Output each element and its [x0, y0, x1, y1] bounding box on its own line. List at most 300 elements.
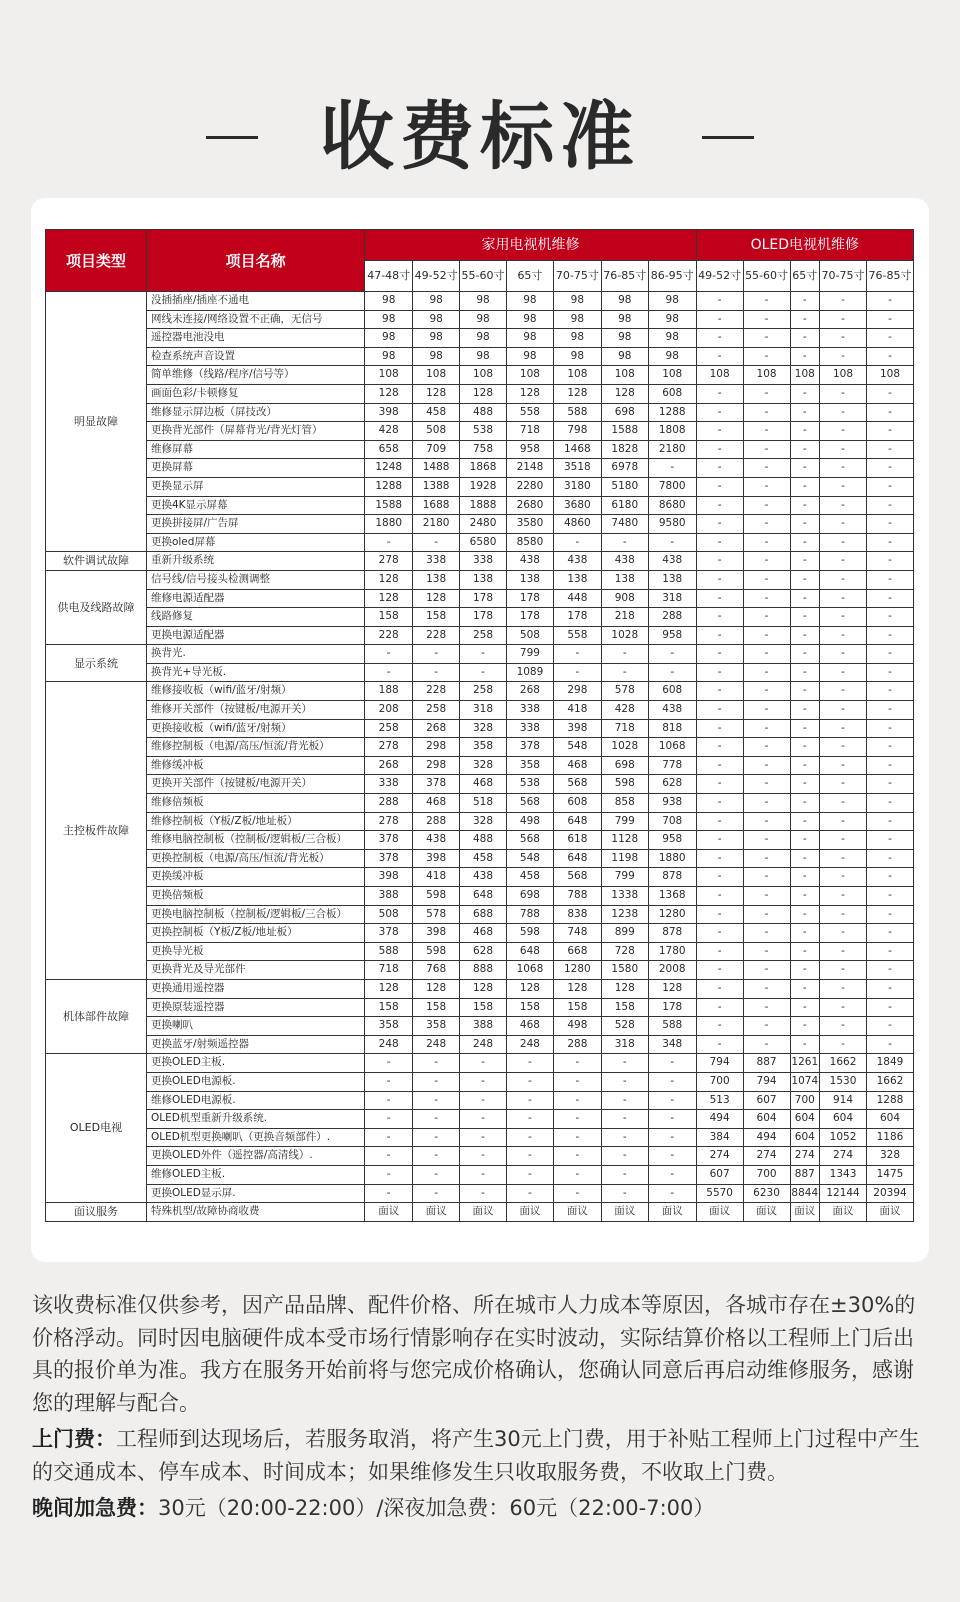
- price-cell: 258: [365, 719, 413, 738]
- price-cell: 228: [413, 682, 460, 701]
- price-cell: 513: [696, 1091, 743, 1110]
- price-cell: -: [743, 477, 790, 496]
- table-row: [46, 496, 914, 515]
- price-cell: -: [820, 849, 867, 868]
- price-cell: -: [866, 701, 913, 720]
- price-cell: -: [866, 719, 913, 738]
- price-cell: -: [866, 347, 913, 366]
- price-cell: 8844: [790, 1184, 820, 1203]
- price-cell: 899: [601, 924, 648, 943]
- price-cell: -: [648, 1128, 696, 1147]
- price-cell: 1128: [601, 831, 648, 850]
- price-cell: -: [696, 292, 743, 311]
- price-cell: 258: [460, 626, 507, 645]
- price-cell: 98: [365, 292, 413, 311]
- price-cell: -: [790, 533, 820, 552]
- price-cell: 1780: [648, 942, 696, 961]
- price-cell: -: [413, 1184, 460, 1203]
- price-cell: -: [460, 1147, 507, 1166]
- price-cell: 98: [506, 347, 553, 366]
- price-cell: -: [743, 459, 790, 478]
- price-cell: 1888: [460, 496, 507, 515]
- night-fee-text: 30元（20:00-22:00）/深夜加急费：60元（22:00-7:00）: [158, 1496, 715, 1520]
- table-row: [46, 1184, 914, 1203]
- price-cell: -: [866, 831, 913, 850]
- price-cell: 面议: [820, 1203, 867, 1222]
- price-cell: -: [696, 589, 743, 608]
- price-cell: -: [601, 645, 648, 664]
- price-cell: 778: [648, 756, 696, 775]
- price-cell: -: [790, 570, 820, 589]
- price-cell: -: [743, 384, 790, 403]
- price-cell: 1488: [413, 459, 460, 478]
- price-cell: -: [696, 738, 743, 757]
- price-cell: -: [866, 756, 913, 775]
- price-cell: -: [866, 979, 913, 998]
- price-cell: -: [866, 1017, 913, 1036]
- price-cell: 98: [460, 347, 507, 366]
- visit-fee-note: [32, 1423, 932, 1488]
- price-cell: 698: [506, 887, 553, 906]
- price-cell: 598: [601, 775, 648, 794]
- price-cell: -: [743, 403, 790, 422]
- price-cell: 648: [553, 812, 601, 831]
- price-cell: -: [743, 775, 790, 794]
- category-cell: 显示系统: [46, 645, 147, 682]
- price-cell: 608: [648, 682, 696, 701]
- price-cell: 378: [365, 924, 413, 943]
- price-cell: 98: [506, 292, 553, 311]
- price-table-card: [31, 198, 929, 1262]
- price-cell: 348: [648, 1035, 696, 1054]
- price-cell: 558: [506, 403, 553, 422]
- table-row: [46, 533, 914, 552]
- price-cell: -: [820, 887, 867, 906]
- price-cell: 1588: [601, 422, 648, 441]
- item-name-cell: 更换显示屏: [146, 477, 364, 496]
- price-cell: -: [696, 552, 743, 571]
- price-cell: 274: [696, 1147, 743, 1166]
- price-cell: 328: [460, 719, 507, 738]
- price-cell: -: [696, 812, 743, 831]
- price-cell: -: [820, 831, 867, 850]
- price-cell: 378: [413, 775, 460, 794]
- price-cell: -: [743, 794, 790, 813]
- price-cell: 2180: [648, 440, 696, 459]
- price-cell: 98: [413, 292, 460, 311]
- price-cell: -: [460, 1072, 507, 1091]
- price-cell: -: [866, 961, 913, 980]
- price-cell: -: [648, 533, 696, 552]
- price-cell: -: [820, 682, 867, 701]
- price-cell: 728: [601, 942, 648, 961]
- price-cell: 218: [601, 608, 648, 627]
- price-cell: -: [790, 459, 820, 478]
- table-row: [46, 1203, 914, 1222]
- item-name-cell: 更换喇叭: [146, 1017, 364, 1036]
- price-cell: -: [866, 329, 913, 348]
- price-cell: -: [866, 887, 913, 906]
- item-name-cell: 维修OLED电源板.: [146, 1091, 364, 1110]
- price-cell: 448: [553, 589, 601, 608]
- price-cell: 2480: [460, 515, 507, 534]
- price-cell: -: [601, 1091, 648, 1110]
- table-row: [46, 961, 914, 980]
- price-cell: 2280: [506, 477, 553, 496]
- price-cell: 548: [553, 738, 601, 757]
- price-cell: -: [696, 663, 743, 682]
- price-cell: 528: [601, 1017, 648, 1036]
- price-cell: 438: [460, 868, 507, 887]
- item-name-cell: 更换屏幕: [146, 459, 364, 478]
- price-cell: 128: [553, 979, 601, 998]
- price-cell: 98: [601, 347, 648, 366]
- price-cell: -: [696, 1017, 743, 1036]
- price-cell: 面议: [790, 1203, 820, 1222]
- price-cell: 1530: [820, 1072, 867, 1091]
- price-cell: -: [413, 663, 460, 682]
- price-cell: 1849: [866, 1054, 913, 1073]
- item-name-cell: 维修电脑控制板（控制板/逻辑板/三合板）: [146, 831, 364, 850]
- price-cell: 178: [506, 608, 553, 627]
- price-cell: 278: [365, 738, 413, 757]
- price-cell: 748: [553, 924, 601, 943]
- price-cell: -: [743, 719, 790, 738]
- price-cell: 188: [365, 682, 413, 701]
- price-cell: 108: [648, 366, 696, 385]
- price-cell: -: [365, 663, 413, 682]
- price-cell: 1238: [601, 905, 648, 924]
- item-name-cell: 更换OLED显示屏.: [146, 1184, 364, 1203]
- price-cell: 508: [413, 422, 460, 441]
- price-cell: 3580: [506, 515, 553, 534]
- night-fee-label: 晚间加急费：: [32, 1496, 158, 1520]
- price-cell: 108: [460, 366, 507, 385]
- price-cell: 9580: [648, 515, 696, 534]
- price-cell: -: [413, 1072, 460, 1091]
- price-cell: 158: [365, 608, 413, 627]
- table-row: [46, 1072, 914, 1091]
- price-cell: -: [866, 570, 913, 589]
- price-cell: 1288: [648, 403, 696, 422]
- price-cell: 438: [601, 552, 648, 571]
- price-cell: 98: [460, 329, 507, 348]
- price-cell: 428: [365, 422, 413, 441]
- price-cell: 588: [648, 1017, 696, 1036]
- price-cell: 548: [506, 849, 553, 868]
- price-cell: 398: [365, 868, 413, 887]
- table-row: [46, 422, 914, 441]
- price-cell: -: [743, 887, 790, 906]
- home-size-header: 70-75寸: [553, 261, 601, 292]
- price-cell: -: [648, 1184, 696, 1203]
- price-cell: 98: [553, 310, 601, 329]
- price-cell: 98: [553, 347, 601, 366]
- item-name-cell: 更换背光部件（屏幕背光/背光灯管）: [146, 422, 364, 441]
- price-cell: -: [365, 1165, 413, 1184]
- notes-section: [32, 1289, 932, 1529]
- table-row: [46, 645, 914, 664]
- item-name-cell: 更换接收板（wifi/蓝牙/射频）: [146, 719, 364, 738]
- visit-fee-label: 上门费：: [32, 1427, 116, 1451]
- price-cell: 958: [648, 831, 696, 850]
- price-cell: -: [553, 645, 601, 664]
- price-cell: 914: [820, 1091, 867, 1110]
- price-cell: 468: [460, 924, 507, 943]
- price-cell: 658: [365, 440, 413, 459]
- price-cell: 508: [506, 626, 553, 645]
- price-cell: 3680: [553, 496, 601, 515]
- price-cell: -: [820, 515, 867, 534]
- price-cell: -: [790, 868, 820, 887]
- price-cell: -: [601, 533, 648, 552]
- price-cell: -: [601, 1165, 648, 1184]
- group-home-header: 家用电视机维修: [365, 230, 696, 261]
- price-cell: -: [820, 626, 867, 645]
- price-cell: 208: [365, 701, 413, 720]
- price-cell: 1880: [648, 849, 696, 868]
- price-cell: 604: [790, 1128, 820, 1147]
- price-cell: 128: [460, 979, 507, 998]
- price-cell: 1828: [601, 440, 648, 459]
- price-cell: 758: [460, 440, 507, 459]
- price-cell: 98: [648, 310, 696, 329]
- price-cell: -: [866, 794, 913, 813]
- price-cell: 1068: [506, 961, 553, 980]
- price-cell: -: [820, 310, 867, 329]
- item-name-cell: 遥控器电池没电: [146, 329, 364, 348]
- price-cell: -: [866, 645, 913, 664]
- price-cell: 108: [743, 366, 790, 385]
- price-cell: -: [743, 626, 790, 645]
- table-row: [46, 570, 914, 589]
- price-cell: 138: [506, 570, 553, 589]
- price-cell: 648: [460, 887, 507, 906]
- price-cell: 578: [413, 905, 460, 924]
- price-cell: -: [820, 552, 867, 571]
- item-name-cell: 维修OLED主板.: [146, 1165, 364, 1184]
- price-cell: 128: [413, 589, 460, 608]
- price-cell: 318: [648, 589, 696, 608]
- item-name-cell: 更换控制板（Y板/Z板/地址板）: [146, 924, 364, 943]
- table-row: [46, 756, 914, 775]
- item-name-cell: 更换开关部件（按键板/电源开关）: [146, 775, 364, 794]
- price-table-body: [46, 292, 914, 1222]
- price-cell: 878: [648, 924, 696, 943]
- price-cell: 108: [790, 366, 820, 385]
- home-size-header: 86-95寸: [648, 261, 696, 292]
- price-cell: -: [820, 589, 867, 608]
- price-cell: -: [365, 1184, 413, 1203]
- price-cell: 558: [553, 626, 601, 645]
- price-cell: 158: [553, 998, 601, 1017]
- price-cell: -: [601, 1054, 648, 1073]
- price-cell: 438: [553, 552, 601, 571]
- price-cell: 608: [648, 384, 696, 403]
- price-cell: -: [743, 1035, 790, 1054]
- price-cell: 面议: [601, 1203, 648, 1222]
- price-cell: -: [866, 477, 913, 496]
- price-cell: 508: [365, 905, 413, 924]
- price-cell: -: [820, 292, 867, 311]
- price-cell: 628: [648, 775, 696, 794]
- price-cell: 8680: [648, 496, 696, 515]
- price-cell: 698: [601, 756, 648, 775]
- price-cell: -: [866, 849, 913, 868]
- price-cell: 158: [460, 998, 507, 1017]
- price-cell: 98: [460, 310, 507, 329]
- price-cell: 648: [553, 849, 601, 868]
- category-cell: OLED电视: [46, 1054, 147, 1203]
- price-cell: -: [790, 384, 820, 403]
- price-cell: -: [460, 1091, 507, 1110]
- table-row: [46, 1110, 914, 1129]
- price-cell: 98: [601, 292, 648, 311]
- price-cell: -: [820, 794, 867, 813]
- price-cell: 98: [506, 329, 553, 348]
- price-cell: 1028: [601, 626, 648, 645]
- price-cell: -: [506, 1054, 553, 1073]
- price-cell: 1248: [365, 459, 413, 478]
- table-row: [46, 1054, 914, 1073]
- table-header-row: [46, 230, 914, 261]
- price-cell: -: [866, 868, 913, 887]
- category-cell: 软件调试故障: [46, 552, 147, 571]
- price-cell: 298: [413, 756, 460, 775]
- price-cell: 338: [365, 775, 413, 794]
- price-cell: -: [648, 1072, 696, 1091]
- price-cell: -: [820, 477, 867, 496]
- price-cell: 7480: [601, 515, 648, 534]
- price-cell: 128: [506, 384, 553, 403]
- category-cell: 机体部件故障: [46, 979, 147, 1053]
- price-cell: -: [820, 701, 867, 720]
- price-cell: -: [820, 905, 867, 924]
- col-type-header: 项目类型: [46, 230, 147, 292]
- table-row: [46, 887, 914, 906]
- price-cell: -: [743, 961, 790, 980]
- price-cell: 98: [413, 310, 460, 329]
- price-cell: 98: [413, 347, 460, 366]
- price-cell: -: [743, 552, 790, 571]
- price-cell: 1388: [413, 477, 460, 496]
- price-cell: 887: [790, 1165, 820, 1184]
- price-cell: -: [460, 1165, 507, 1184]
- price-cell: 358: [413, 1017, 460, 1036]
- price-cell: 138: [601, 570, 648, 589]
- price-cell: -: [553, 1147, 601, 1166]
- price-cell: -: [696, 998, 743, 1017]
- price-cell: 面议: [866, 1203, 913, 1222]
- price-cell: -: [820, 440, 867, 459]
- price-cell: -: [648, 1054, 696, 1073]
- price-cell: -: [866, 552, 913, 571]
- price-cell: 1280: [553, 961, 601, 980]
- price-cell: 1261: [790, 1054, 820, 1073]
- price-cell: 268: [413, 719, 460, 738]
- item-name-cell: 更换控制板（电源/高压/恒流/背光板）: [146, 849, 364, 868]
- price-cell: 258: [460, 682, 507, 701]
- price-cell: 1288: [365, 477, 413, 496]
- table-row: [46, 1091, 914, 1110]
- price-cell: -: [648, 1147, 696, 1166]
- price-cell: 794: [743, 1072, 790, 1091]
- price-cell: -: [866, 403, 913, 422]
- price-cell: -: [820, 663, 867, 682]
- item-name-cell: 维修显示屏边板（屏技改）: [146, 403, 364, 422]
- price-cell: -: [413, 1147, 460, 1166]
- item-name-cell: 维修控制板（Y板/Z板/地址板）: [146, 812, 364, 831]
- item-name-cell: 网线未连接/网络设置不正确，无信号: [146, 310, 364, 329]
- price-cell: -: [790, 608, 820, 627]
- item-name-cell: 维修电源适配器: [146, 589, 364, 608]
- price-cell: 128: [365, 384, 413, 403]
- price-cell: 8580: [506, 533, 553, 552]
- price-cell: -: [743, 440, 790, 459]
- price-cell: -: [790, 849, 820, 868]
- price-cell: 318: [460, 701, 507, 720]
- price-cell: -: [743, 998, 790, 1017]
- price-cell: 128: [601, 979, 648, 998]
- title-right-dash: [702, 136, 754, 139]
- price-cell: 338: [506, 719, 553, 738]
- price-cell: -: [696, 440, 743, 459]
- price-cell: -: [820, 775, 867, 794]
- table-row: [46, 998, 914, 1017]
- price-cell: -: [790, 682, 820, 701]
- price-cell: 5570: [696, 1184, 743, 1203]
- table-row: [46, 868, 914, 887]
- price-cell: 1068: [648, 738, 696, 757]
- price-cell: 108: [820, 366, 867, 385]
- price-cell: 318: [601, 1035, 648, 1054]
- price-cell: 1343: [820, 1165, 867, 1184]
- price-cell: -: [696, 570, 743, 589]
- price-cell: 1475: [866, 1165, 913, 1184]
- price-cell: 128: [553, 384, 601, 403]
- price-cell: -: [820, 868, 867, 887]
- price-cell: -: [365, 1072, 413, 1091]
- price-cell: 858: [601, 794, 648, 813]
- price-cell: -: [743, 533, 790, 552]
- price-cell: -: [696, 942, 743, 961]
- price-cell: -: [790, 292, 820, 311]
- price-cell: 面议: [743, 1203, 790, 1222]
- price-cell: -: [820, 347, 867, 366]
- price-cell: -: [790, 347, 820, 366]
- price-cell: -: [696, 868, 743, 887]
- price-cell: 1028: [601, 738, 648, 757]
- price-cell: 298: [553, 682, 601, 701]
- price-cell: 494: [696, 1110, 743, 1129]
- price-cell: 98: [648, 292, 696, 311]
- price-cell: 1338: [601, 887, 648, 906]
- price-cell: 248: [506, 1035, 553, 1054]
- price-cell: 268: [365, 756, 413, 775]
- price-cell: 3518: [553, 459, 601, 478]
- price-cell: -: [553, 1091, 601, 1110]
- price-cell: -: [790, 496, 820, 515]
- price-cell: -: [553, 1110, 601, 1129]
- price-cell: 108: [506, 366, 553, 385]
- table-row: [46, 812, 914, 831]
- price-cell: -: [820, 422, 867, 441]
- price-cell: 178: [460, 589, 507, 608]
- price-cell: -: [696, 645, 743, 664]
- price-cell: 108: [696, 366, 743, 385]
- item-name-cell: OLED机型更换喇叭（更换音频部件）.: [146, 1128, 364, 1147]
- price-cell: -: [601, 663, 648, 682]
